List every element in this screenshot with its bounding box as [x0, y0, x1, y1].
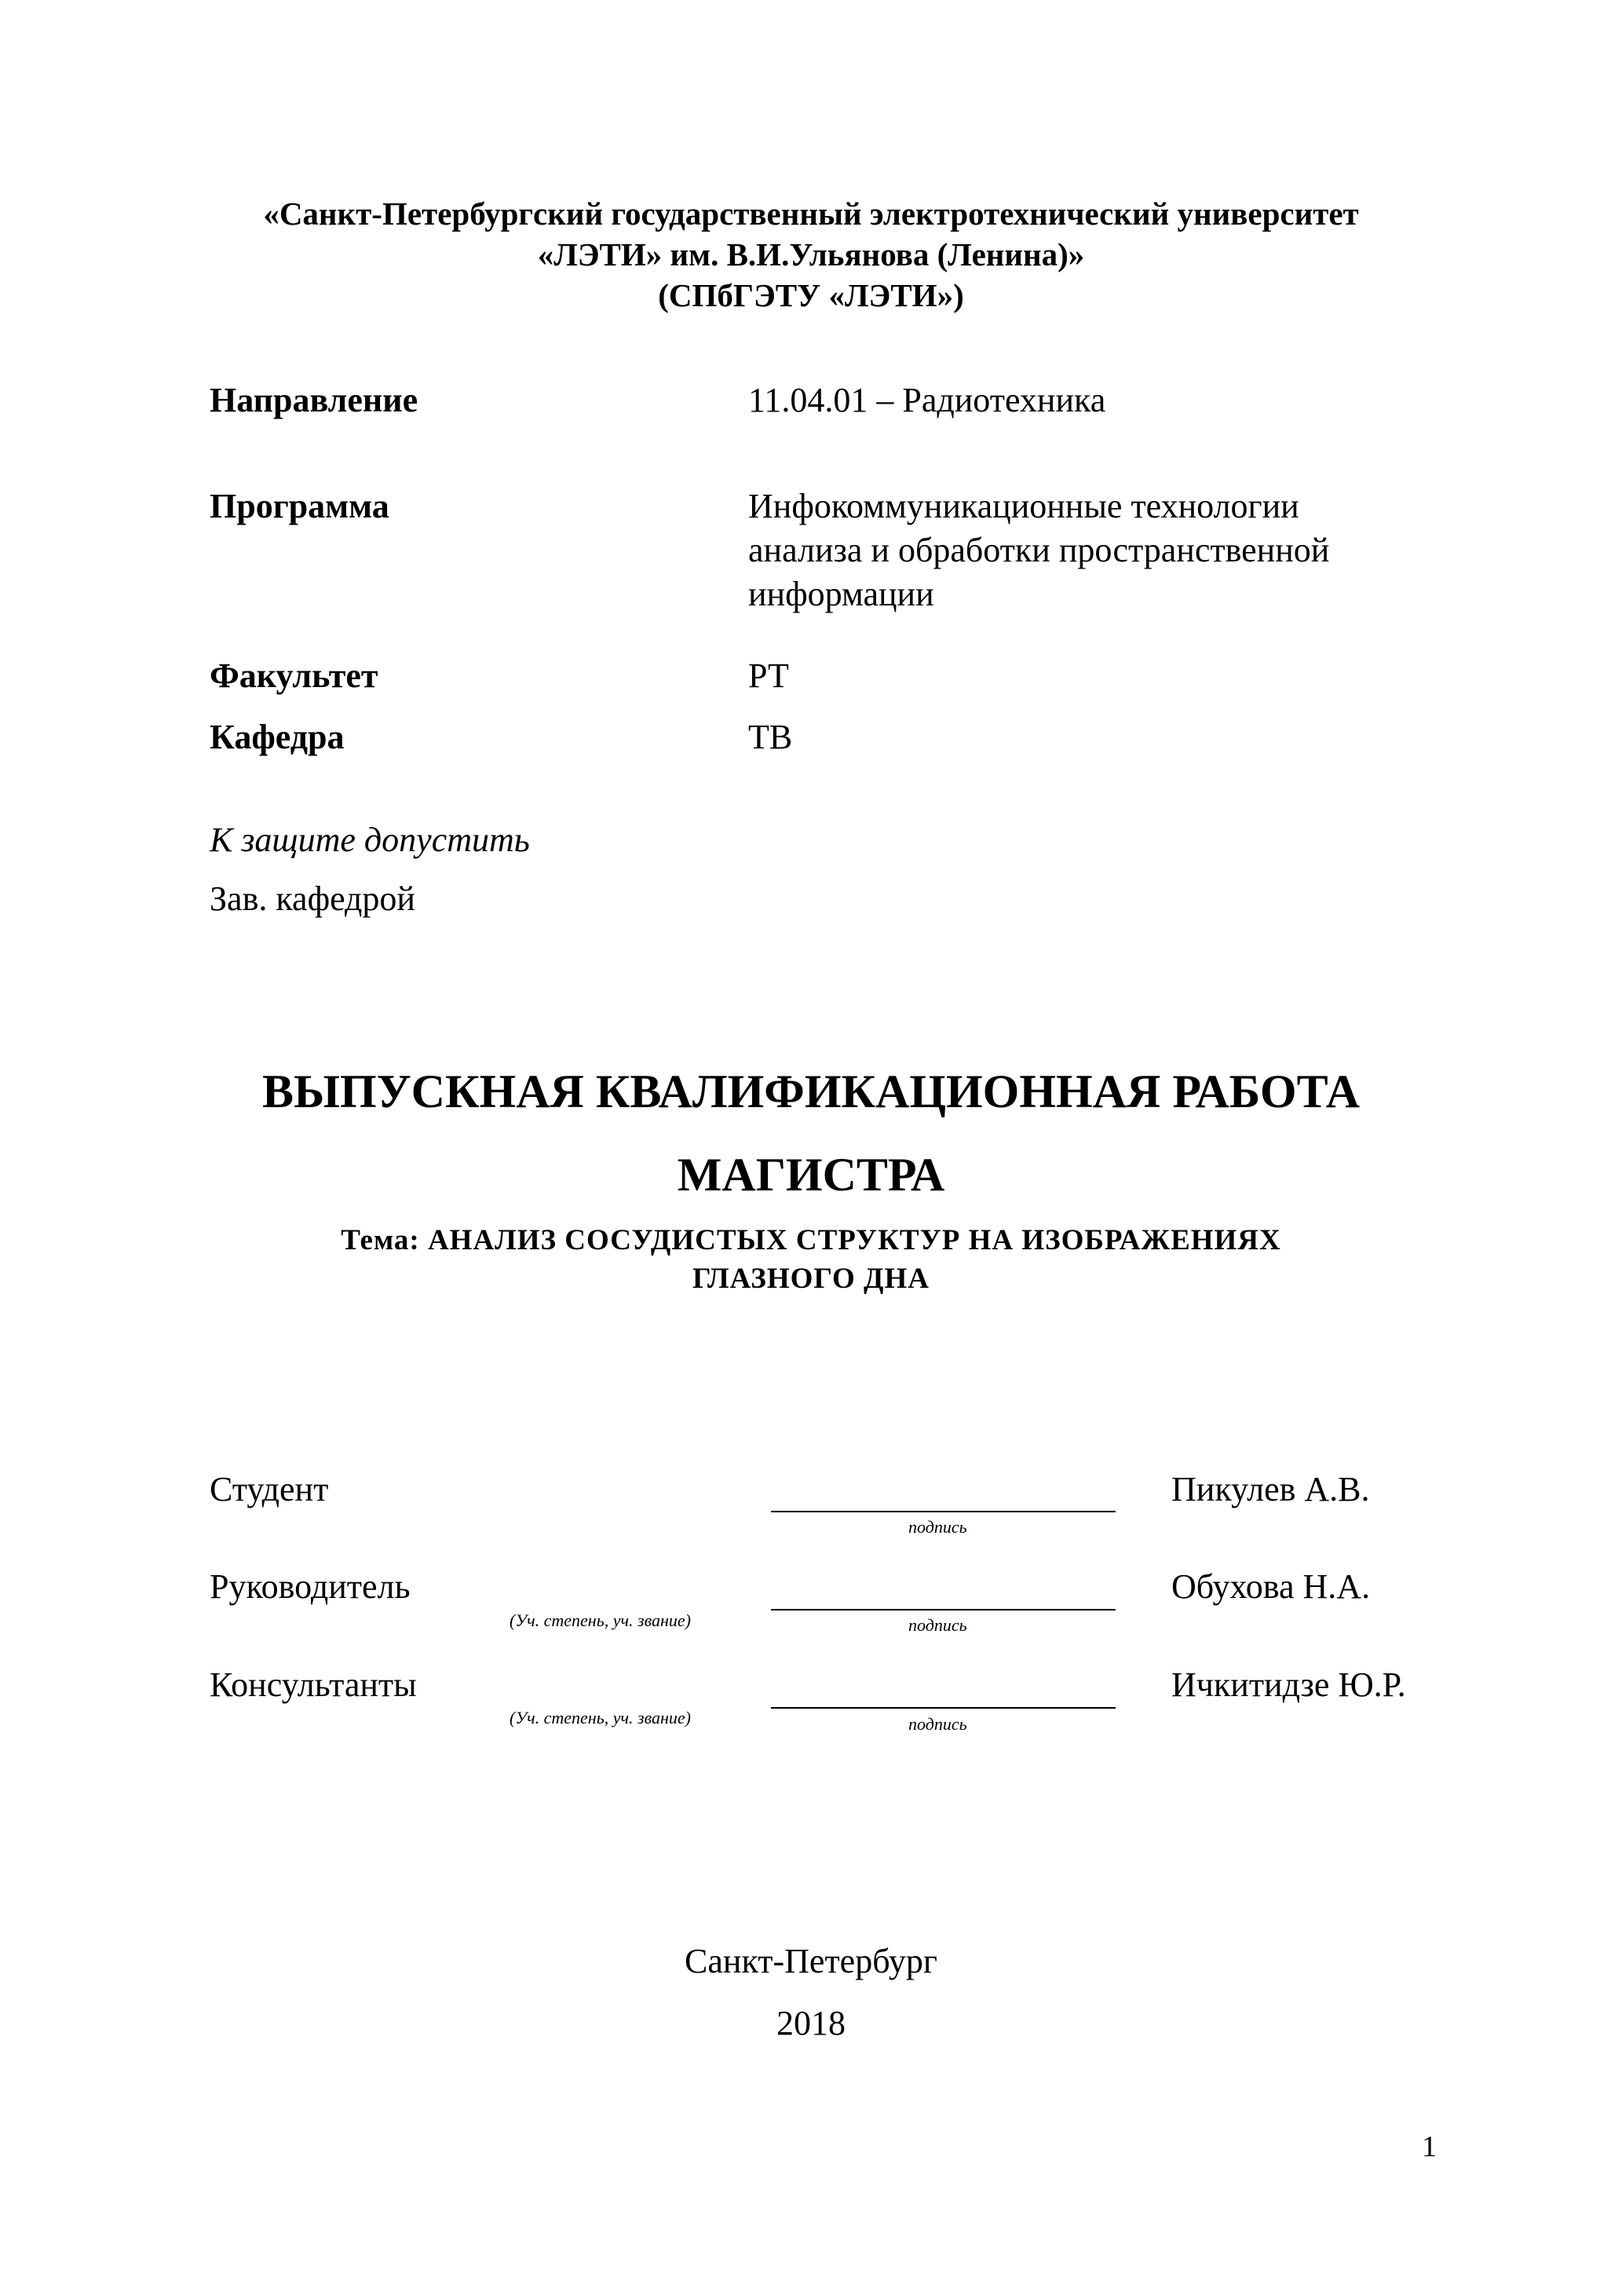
student-signature-hint: подпись	[908, 1517, 967, 1537]
topic-line1: Тема: АНАЛИЗ СОСУДИСТЫХ СТРУКТУР НА ИЗОБРАЖЕНИЯХ	[341, 1224, 1281, 1256]
approval-line: К защите допустить	[210, 821, 530, 859]
consultants-degree-hint: (Уч. степень, уч. звание)	[510, 1708, 691, 1727]
page-number: 1	[1422, 2130, 1437, 2163]
topic-line2: ГЛАЗНОГО ДНА	[692, 1263, 930, 1295]
direction-value: 11.04.01 – Радиотехника	[748, 381, 1106, 419]
supervisor-signature-line	[771, 1609, 1116, 1610]
supervisor-signature-hint: подпись	[908, 1615, 967, 1635]
student-signature-line	[771, 1511, 1116, 1512]
program-value-line3: информации	[748, 575, 934, 613]
year: 2018	[776, 2004, 846, 2042]
university-name-line1: «Санкт-Петербургский государственный электротехнический университет	[263, 196, 1359, 232]
direction-label: Направление	[210, 381, 418, 419]
supervisor-role: Руководитель	[210, 1567, 411, 1606]
consultants-signature-hint: подпись	[908, 1714, 967, 1734]
student-role: Студент	[210, 1470, 329, 1508]
program-label: Программа	[210, 487, 389, 525]
consultants-role: Консультанты	[210, 1665, 417, 1704]
document-title-line1: ВЫПУСКНАЯ КВАЛИФИКАЦИОННАЯ РАБОТА	[262, 1066, 1360, 1117]
faculty-value: РТ	[748, 656, 789, 695]
department-value: ТВ	[748, 718, 793, 756]
document-title-line2: МАГИСТРА	[677, 1149, 945, 1201]
head-of-department-line: Зав. кафедрой	[210, 879, 415, 918]
faculty-label: Факультет	[210, 656, 378, 695]
university-abbreviation: (СПбГЭТУ «ЛЭТИ»)	[658, 277, 964, 313]
program-value-line2: анализа и обработки пространственной	[748, 531, 1330, 569]
department-label: Кафедра	[210, 718, 345, 756]
program-value-line1: Инфокоммуникационные технологии	[748, 487, 1299, 525]
consultants-signature-line	[771, 1707, 1116, 1709]
student-name: Пикулев А.В.	[1171, 1470, 1370, 1508]
supervisor-name: Обухова Н.А.	[1171, 1567, 1371, 1606]
university-name-line2: «ЛЭТИ» им. В.И.Ульянова (Ленина)»	[537, 236, 1085, 272]
consultant-name: Ичкитидзе Ю.Р.	[1171, 1665, 1406, 1704]
supervisor-degree-hint: (Уч. степень, уч. звание)	[510, 1610, 691, 1630]
city: Санкт-Петербург	[685, 1942, 937, 1980]
